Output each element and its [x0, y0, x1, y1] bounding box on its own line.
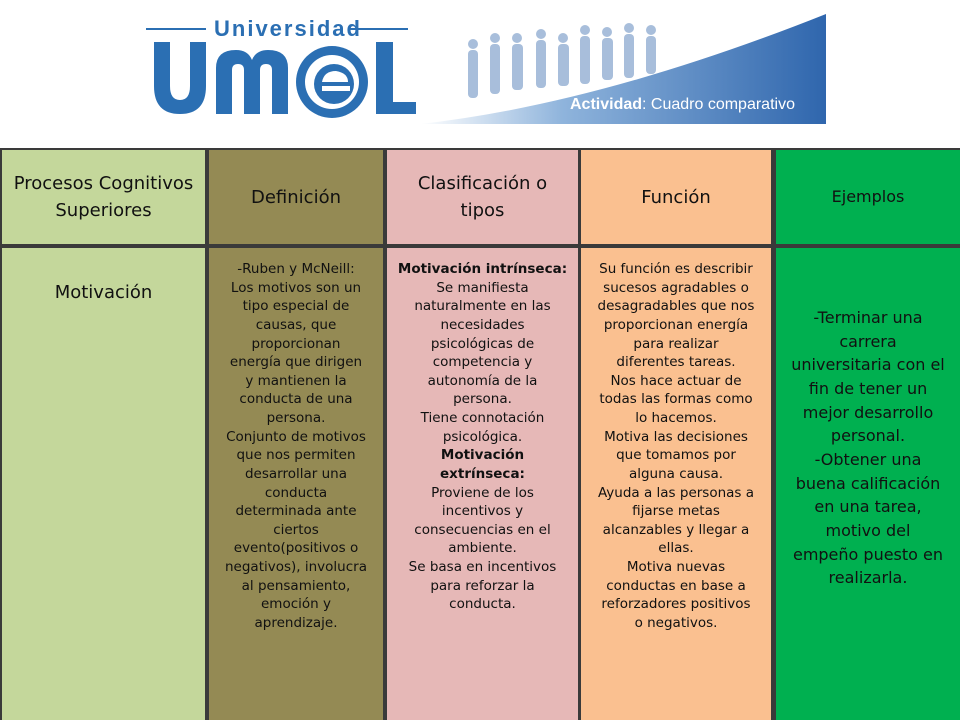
header-definicion: Definición [209, 150, 383, 244]
extrinseca-title: Motivación extrínseca: [440, 447, 525, 482]
clasificacion-cell [387, 248, 578, 720]
header-procesos: Procesos Cognitivos Superiores [2, 150, 205, 244]
header-clasificacion: Clasificación o tipos [387, 150, 578, 244]
intrinseca-text: Se manifiesta naturalmente en las necesidades psicológicas de competencia y autonomía de la persona. Tiene connotación psicológica. [414, 279, 551, 445]
intrinseca-title: Motivación intrínseca: [397, 261, 568, 277]
row-label-motivacion: Motivación [54, 282, 153, 303]
funcion-cell [581, 248, 771, 720]
definicion-text: -Ruben y McNeill: Los motivos son un tipo especial de causas, que proporcionan energía que dirigen y mantienen la conducta de una persona. Conjunto de motivos que nos permiten desarrollar una conducta determinada ante ciertos evento(positivos o negativos), involucra al pensamiento, emoción y aprendizaje. [225, 261, 367, 631]
ejemplos-cell [776, 248, 960, 720]
header [0, 0, 960, 140]
logo-university-text: Universidad [214, 16, 362, 41]
header-funcion: Función [581, 150, 771, 244]
umel-logo [150, 40, 420, 120]
activity-title: Actividad: Cuadro comparativo [570, 96, 795, 113]
row-label-cell [2, 248, 205, 720]
ejemplos-text: -Terminar una carrera universitaria con el fin de tener un mejor desarrollo personal. -Obtener una buena calificación en una tarea, motivo del empeño puesto en realizarla. [791, 308, 945, 588]
funcion-text: Su función es describir sucesos agradables o desagradables que nos proporcionan energía para realizar diferentes tareas. Nos hace actuar de todas las formas como lo hacemos. Motiva las decisiones que tomamos por alguna causa. Ayuda a las personas a fijarse metas alcanzables y llegar a ellas. Motiva nuevas conductas en base a reforzadores positivos o negativos. [597, 261, 755, 631]
extrinseca-text: Proviene de los incentivos y consecuencias en el ambiente. Se basa en incentivos para reforzar la conducta. [408, 484, 557, 613]
comparison-table [0, 148, 960, 720]
definicion-cell [209, 248, 383, 720]
header-ejemplos: Ejemplos [776, 150, 960, 244]
